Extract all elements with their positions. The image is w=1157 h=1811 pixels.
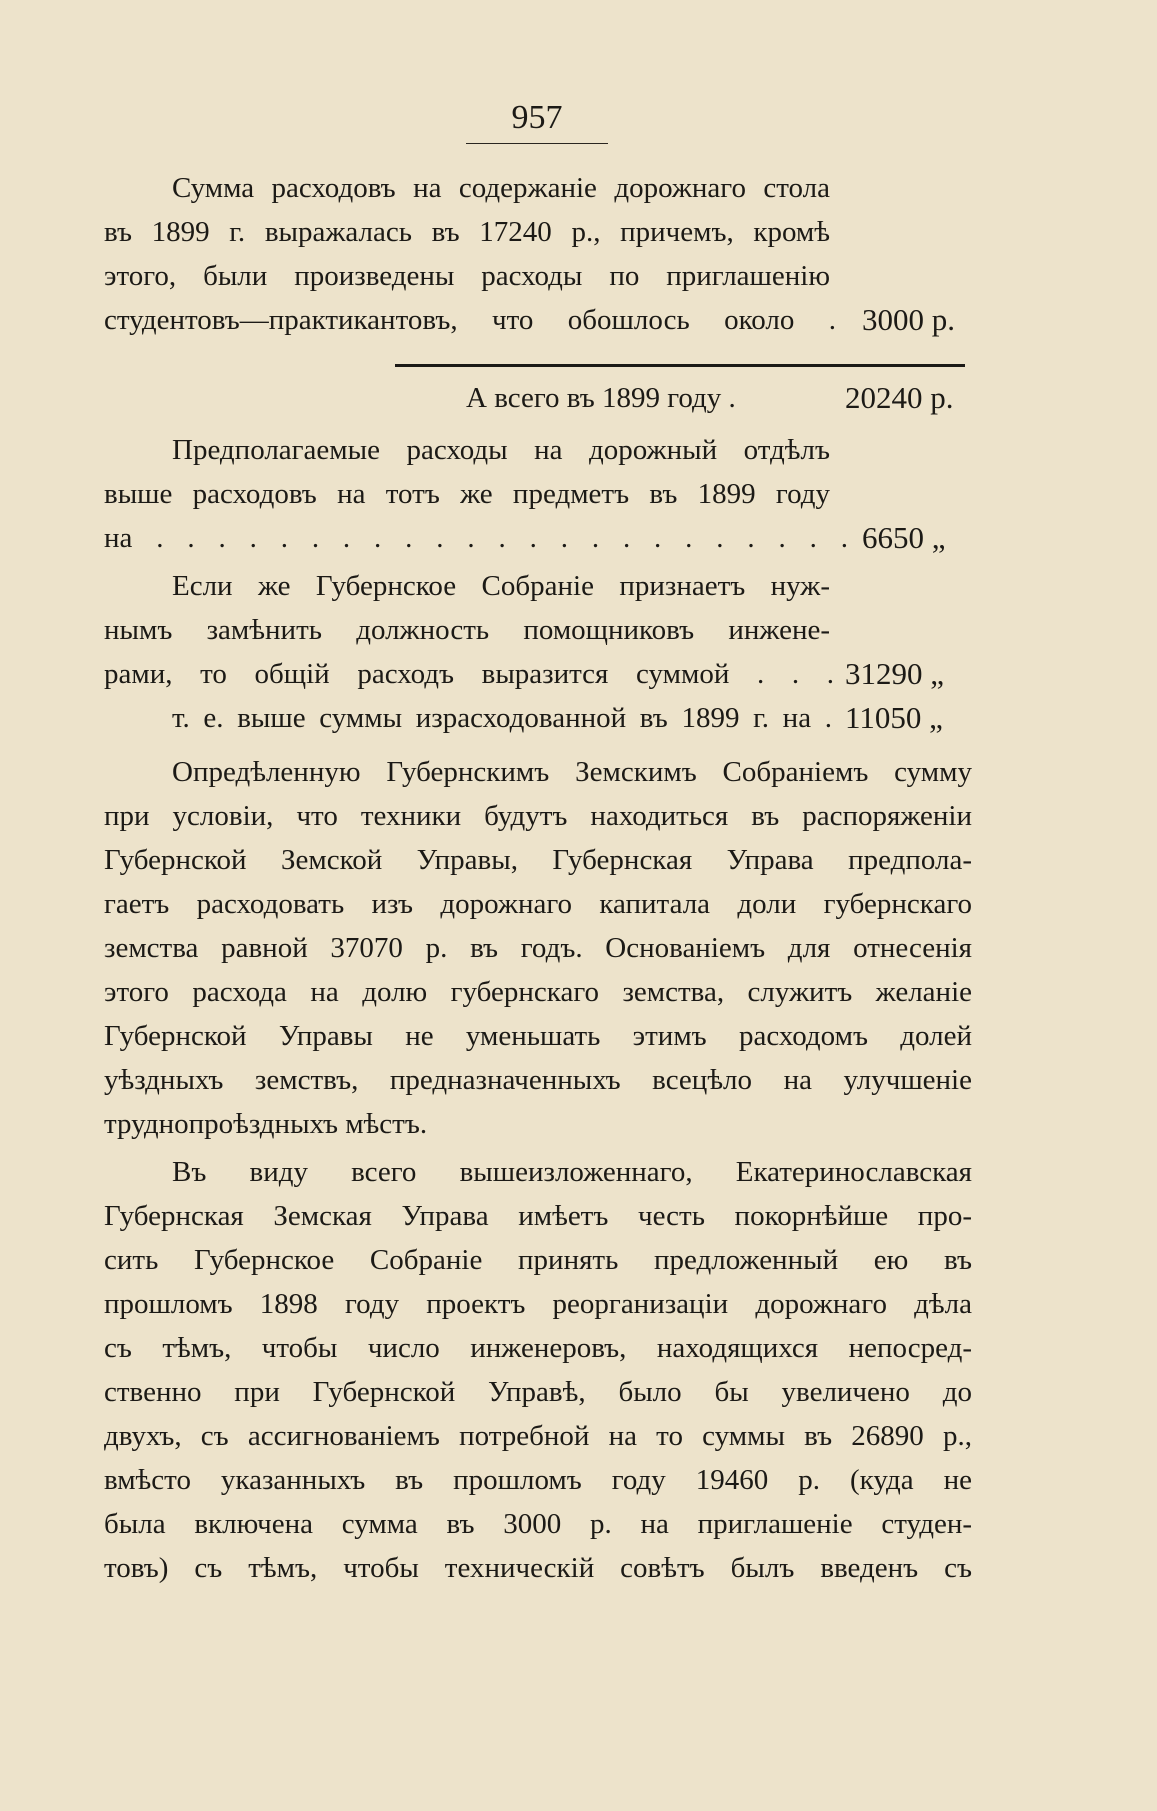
text-line: Если же Губернское Собраніе признаетъ нуж-: [172, 570, 830, 602]
text-line: земства равной 37070 р. въ годъ. Основаніемъ для отнесенія: [104, 932, 972, 964]
text-line: сить Губернское Собраніе принять предложенный ею въ: [104, 1244, 972, 1276]
text-line: Сумма расходовъ на содержаніе дорожнаго стола: [172, 172, 830, 204]
text-line: съ тѣмъ, чтобы число инженеровъ, находящихся непосред-: [104, 1332, 972, 1364]
text-line: этого, были произведены расходы по приглашенію: [104, 260, 830, 292]
amount-proposed: 6650 „: [862, 520, 946, 555]
text-line: рами, то общій расходъ выразится суммой . . .: [104, 658, 834, 690]
text-line: при условіи, что техники будутъ находиться въ распоряженіи: [104, 800, 972, 832]
text-line: Предполагаемые расходы на дорожный отдѣлъ: [172, 434, 830, 466]
amount-difference: 11050 „: [845, 700, 943, 735]
text-line: товъ) съ тѣмъ, чтобы техническій совѣтъ былъ введенъ съ: [104, 1552, 972, 1584]
text-line: Губернской Земской Управы, Губернская Управа предпола-: [104, 844, 972, 876]
page-number-rule: [466, 143, 608, 144]
amount-total: 20240 р.: [845, 380, 954, 415]
total-label: А всего въ 1899 году .: [466, 382, 736, 414]
page-number: 957: [511, 99, 563, 136]
text-line: двухъ, съ ассигнованіемъ потребной на то суммы въ 26890 р.,: [104, 1420, 972, 1452]
text-line: труднопроѣздныхъ мѣстъ.: [104, 1108, 428, 1140]
text-line: прошломъ 1898 году проектъ реорганизаціи дорожнаго дѣла: [104, 1288, 972, 1320]
text-line: студентовъ—практикантовъ, что обошлось около .: [104, 304, 836, 336]
text-line: Въ виду всего вышеизложеннаго, Екатеринославская: [172, 1156, 972, 1188]
text-line: была включена сумма въ 3000 р. на приглашеніе студен-: [104, 1508, 972, 1540]
text-line: ственно при Губернской Управѣ, было бы увеличено до: [104, 1376, 972, 1408]
text-line: Губернская Земская Управа имѣетъ честь покорнѣйше про-: [104, 1200, 972, 1232]
total-rule: [395, 364, 965, 367]
text-line: въ 1899 г. выражалась въ 17240 р., причемъ, кромѣ: [104, 216, 830, 248]
amount-engineers: 31290 „: [845, 656, 945, 691]
text-line: нымъ замѣнить должность помощниковъ инжене-: [104, 614, 830, 646]
text-line: Опредѣленную Губернскимъ Земскимъ Собраніемъ сумму: [172, 756, 972, 788]
text-line: уѣздныхъ земствъ, предназначенныхъ всецѣло на улучшеніе: [104, 1064, 972, 1096]
text-line: Губернской Управы не уменьшать этимъ расходомъ долей: [104, 1020, 972, 1052]
text-line: выше расходовъ на тотъ же предметъ въ 1899 году: [104, 478, 830, 510]
text-line: гаетъ расходовать изъ дорожнаго капитала доли губернскаго: [104, 888, 972, 920]
text-line: на . . . . . . . . . . . . . . . . . . . . . . .: [104, 522, 848, 554]
text-line: вмѣсто указанныхъ въ прошломъ году 19460 р. (куда не: [104, 1464, 972, 1496]
text-line: этого расхода на долю губернскаго земства, служитъ желаніе: [104, 976, 972, 1008]
text-line: т. е. выше суммы израсходованной въ 1899 г. на .: [172, 702, 832, 734]
amount-students: 3000 р.: [862, 302, 955, 337]
